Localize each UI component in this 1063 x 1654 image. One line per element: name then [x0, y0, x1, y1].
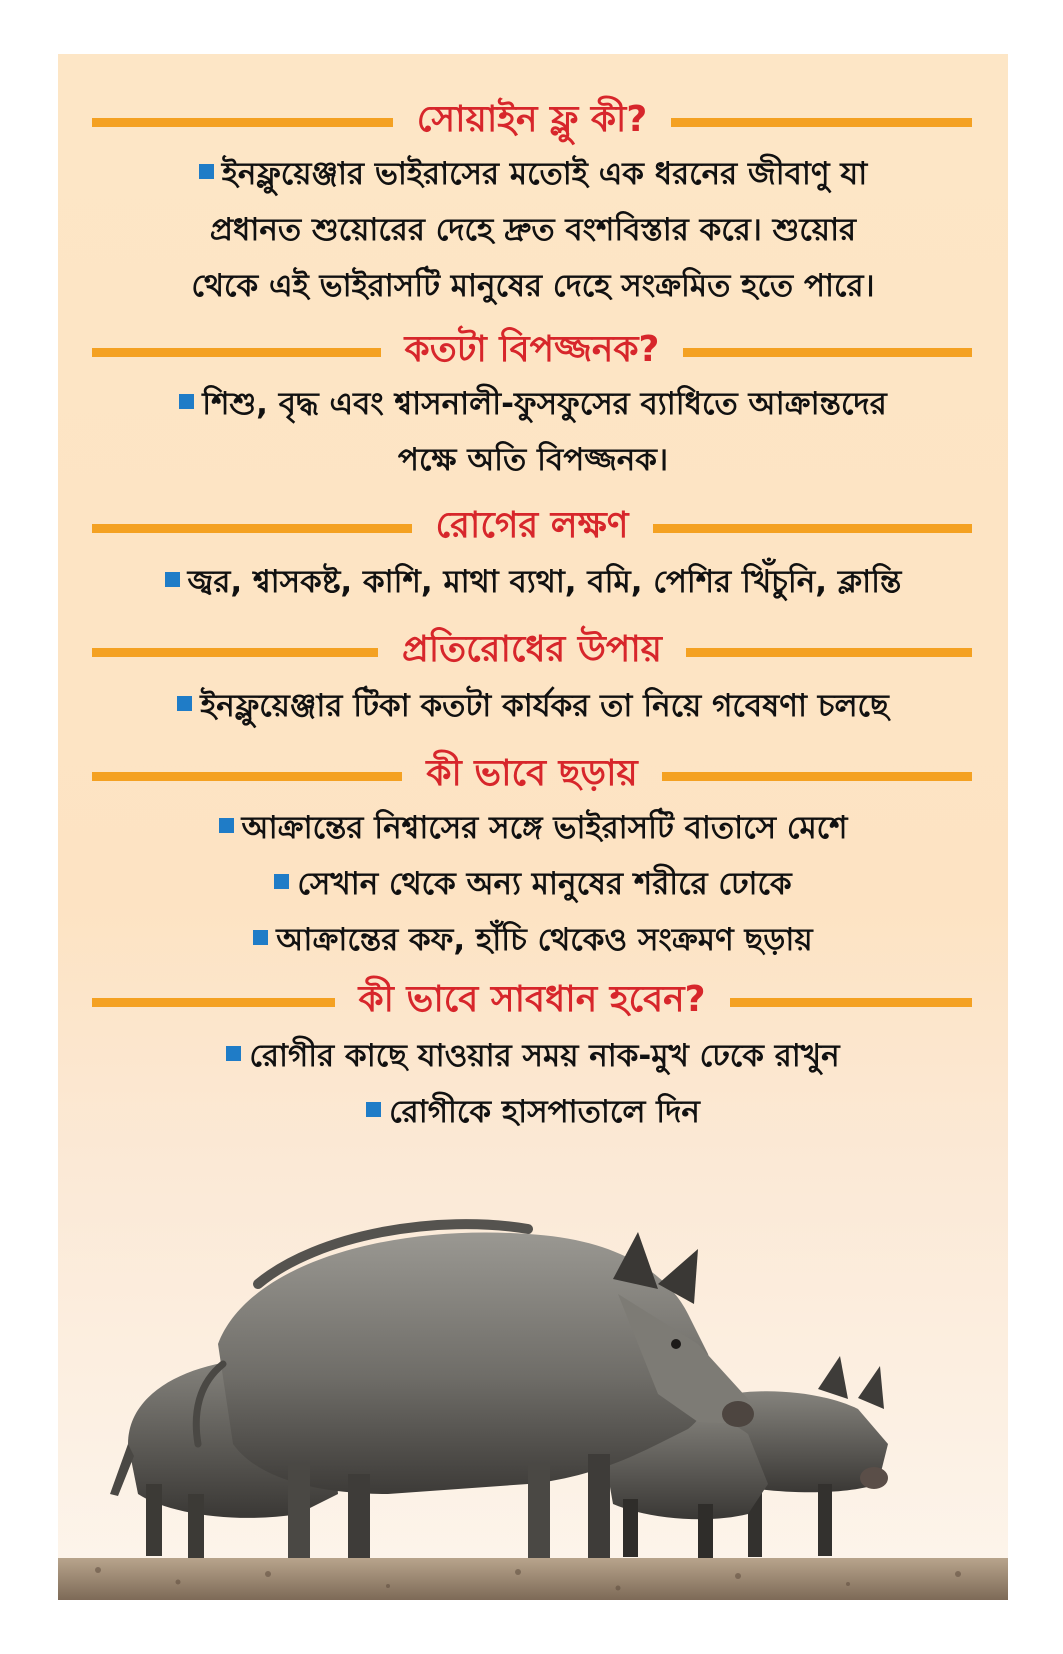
section-title: সোয়াইন ফ্লু কী?: [416, 99, 648, 140]
section-heading-prevention: [92, 622, 972, 682]
heading-rule-left: [92, 648, 378, 657]
section-body-symptoms: [88, 554, 978, 610]
heading-rule-left: [92, 118, 393, 127]
body-line: ইনফ্লুয়েঞ্জার টিকা কতটা কার্যকর তা নিয়ে গবেষণা চলছে: [88, 678, 978, 734]
section-title: কী ভাবে সাবধান হবেন?: [358, 979, 706, 1020]
section-heading-precautions: [92, 972, 972, 1032]
body-line: পক্ষে অতি বিপজ্জনক।: [397, 442, 669, 478]
body-line: জ্বর, শ্বাসকষ্ট, কাশি, মাথা ব্যথা, বমি, পেশির খিঁচুনি, ক্লান্তি: [88, 554, 978, 610]
body-line: প্রধানত শুয়োরের দেহে দ্রুত বংশবিস্তার করে। শুয়োর: [209, 212, 857, 248]
bullet-icon: [253, 930, 268, 945]
section-body-how-it-spreads: [88, 800, 978, 968]
section-title: কতটা বিপজ্জনক?: [404, 329, 660, 370]
body-line: শিশু, বৃদ্ধ এবং শ্বাসনালী-ফুসফুসের ব্যাধিতে আক্রান্তদের: [88, 376, 978, 432]
bullet-icon: [226, 1046, 241, 1061]
bullet-icon: [366, 1102, 381, 1117]
section-heading-how-dangerous: [92, 322, 972, 382]
heading-rule-left: [92, 998, 335, 1007]
body-line: রোগীর কাছে যাওয়ার সময় নাক-মুখ ঢেকে রাখুন: [88, 1028, 978, 1084]
section-title: প্রতিরোধের উপায়: [402, 629, 662, 670]
bullet-icon: [179, 394, 194, 409]
heading-rule-right: [730, 998, 973, 1007]
section-body-what-is: [88, 146, 978, 314]
bullet-icon: [219, 818, 234, 833]
section-body-how-dangerous: [88, 376, 978, 488]
body-line: আক্রান্তের নিশ্বাসের সঙ্গে ভাইরাসটি বাতাসে মেশে: [88, 800, 978, 856]
body-line: সেখান থেকে অন্য মানুষের শরীরে ঢোকে: [88, 856, 978, 912]
heading-rule-left: [92, 772, 402, 781]
heading-rule-left: [92, 348, 381, 357]
bullet-icon: [177, 696, 192, 711]
body-line: রোগীকে হাসপাতালে দিন: [88, 1084, 978, 1140]
bullet-icon: [199, 164, 214, 179]
section-heading-how-it-spreads: [92, 746, 972, 806]
section-title: রোগের লক্ষণ: [435, 505, 629, 546]
section-heading-what-is: [92, 92, 972, 152]
heading-rule-right: [671, 118, 972, 127]
section-title: কী ভাবে ছড়ায়: [426, 753, 638, 794]
heading-rule-left: [92, 524, 412, 533]
body-line: থেকে এই ভাইরাসটি মানুষের দেহে সংক্রমিত হতে পারে।: [191, 268, 875, 304]
heading-rule-right: [683, 348, 972, 357]
section-body-precautions: [88, 1028, 978, 1140]
swine-flu-infographic: [58, 54, 1008, 1600]
section-body-prevention: [88, 678, 978, 734]
heading-rule-right: [653, 524, 973, 533]
wild-boar-herd-icon: [58, 1194, 1008, 1600]
heading-rule-right: [686, 648, 972, 657]
section-heading-symptoms: [92, 498, 972, 558]
heading-rule-right: [662, 772, 972, 781]
bullet-icon: [165, 572, 180, 587]
body-line: ইনফ্লুয়েঞ্জার ভাইরাসের মতোই এক ধরনের জীবাণু যা: [88, 146, 978, 202]
body-line: আক্রান্তের কফ, হাঁচি থেকেও সংক্রমণ ছড়ায়: [88, 912, 978, 968]
bullet-icon: [274, 874, 289, 889]
